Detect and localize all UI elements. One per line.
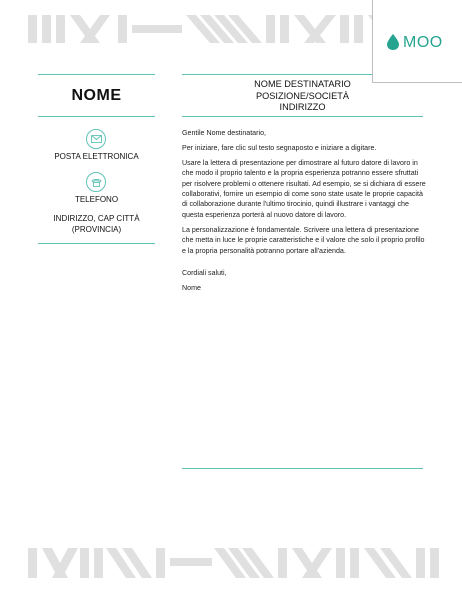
brand-logo-box <box>372 0 462 83</box>
sidebar-top-rule <box>38 74 155 75</box>
letter-paragraph: La personalizzazione è fondamentale. Scrivere una lettera di presentazione che metta in luce le proprie caratteristiche e il valore che solo il proprio profilo e la propria personalità potranno portare all'azienda. <box>182 225 425 255</box>
drop-icon <box>387 34 399 50</box>
letter-bottom-rule <box>182 468 423 469</box>
sender-name: NOME <box>71 87 122 104</box>
sidebar-bottom-rule <box>38 243 155 244</box>
letter-paragraph: Usare la lettera di presentazione per dimostrare al futuro datore di lavoro in che modo il proprio talento e la propria esperienza potranno essere sfruttati per risolvere problemi o ottenere risultati. Ad esempio, se si dichiara di essere collaborativi, fornire un esempio di come sono state usate le proprie capacità di collaborazione durante l'ultimo tirocinio, quindi illustrare i vantaggi che questa esperienza porterà al nuovo datore di lavoro. <box>182 158 426 219</box>
letter-salutation: Gentile Nome destinatario, <box>182 129 266 137</box>
brand-logo-text: MOO <box>403 34 443 51</box>
letter-signature: Nome <box>182 283 201 292</box>
letter-paragraph: Per iniziare, fare clic sul testo segnaposto e iniziare a digitare. <box>182 143 377 152</box>
recipient-position: POSIZIONE/SOCIETÀ <box>256 90 349 101</box>
phone-icon <box>86 172 106 192</box>
recipient-block <box>182 79 423 114</box>
footer-pattern-band <box>0 542 462 584</box>
recipient-top-rule <box>182 74 372 75</box>
email-icon <box>86 129 106 149</box>
recipient-bottom-rule <box>182 116 423 117</box>
phone-label: TELEFONO <box>74 195 119 204</box>
address-label: INDIRIZZO, CAP CITTÀ (PROVINCIA) <box>53 214 140 234</box>
recipient-address: INDIRIZZO <box>279 102 326 112</box>
letter-body <box>182 128 426 298</box>
footer-stripe-pattern <box>0 542 462 584</box>
recipient-name: NOME DESTINATARIO <box>254 79 351 89</box>
letter-closing: Cordiali saluti, <box>182 268 227 277</box>
sidebar-name-rule <box>38 116 155 117</box>
email-label: POSTA ELETTRONICA <box>54 152 139 161</box>
